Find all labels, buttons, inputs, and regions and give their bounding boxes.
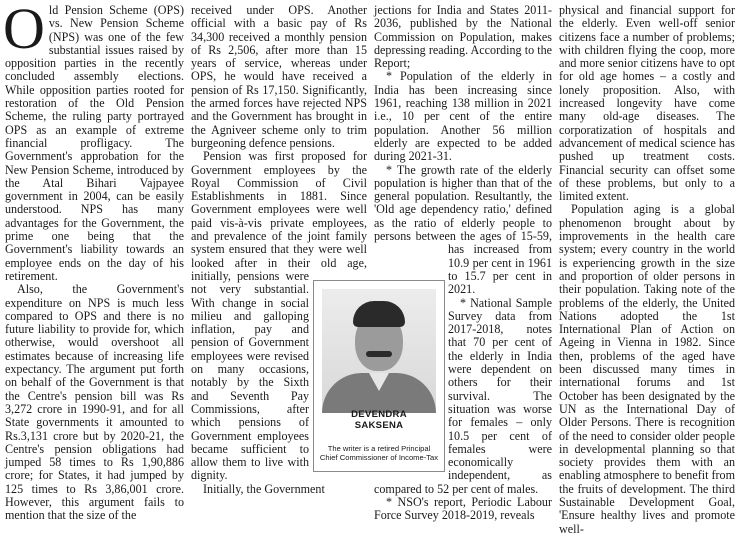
bullet-paragraph: * National Sample Survey data from 2017-2018, notes that 70 per cent of the elderly in India were dependent on others for their survival. The situation was worse for females – only 10.5 per cent of females were economically independent, as compared to 52 per cent of males.: [374, 295, 552, 496]
author-box: [313, 280, 445, 472]
author-name: [314, 409, 444, 431]
author-caption: The writer is a retired Principal Chief Commissioner of Income-Tax: [319, 444, 439, 462]
author-photo: [322, 289, 436, 409]
article-paragraph: received under OPS. Another official with a basic pay of Rs 34,300 received a monthly pension of Rs 2,506, after more than 15 years of service, whereas under OPS, he would have received a pension of Rs 17,150. Significantly, the armed forces have rejected NPS and the Government has brought in the Agniveer scheme only to trim burgeoning defence pensions.: [191, 3, 367, 150]
bullet-paragraph: * NSO's report, Periodic Labour Force Survey 2018-2019, reveals: [374, 494, 552, 523]
author-first-name: DEVENDRA: [351, 409, 407, 420]
bullet-paragraph: * Population of the elderly in India has been increasing since 1961, reaching 138 million in 2021 i.e., 10 per cent of the entire population. Another 56 million elderly are expected to be added during 2021-31.: [374, 69, 552, 164]
article-column-4: [559, 3, 735, 536]
article-paragraph: physical and financial support for the elderly. Even well-off senior citizens face a number of problems; with children flying the coop, more and more senior citizens have to opt for old age homes – a costly and lonely proposition. Also, with increased longevity have come many old-age diseases. The corporatization of hospitals and advancement of medical science has pushed up treatment costs. Financial security can offset some of these problems, but only to a limited extent.: [559, 3, 735, 204]
article-paragraph: Population aging is a global phenomenon brought about by improvements in the health care system; every country in the world is experiencing growth in the size and proportion of older persons in their population. Taking note of the problems of the elderly, the United Nations adopted the 1st International Plan of Action on Ageing in Vienna in 1982. Since then, problems of the aged have been discussed many times in international forums and 1st October has been designated by the UN as the International Day of Older Persons. There is recognition of the need to consider older people in developmental planning so that society provides them with an enabling atmosphere to benefit from the fruits of development. The third Sustainable Development Goal, 'Ensure healthy lives and promote well-: [559, 202, 735, 536]
article-paragraph: ld Pension Scheme (OPS) vs. New Pension Scheme (NPS) was one of the few substantial issues raised by opposition parties in the recently concluded assembly elections. While opposition parties rooted for restoration of the Old Pension Scheme, the ruling party portrayed OPS as an example of extreme financial profligacy. The Government's approbation for the New Pension Scheme, introduced by the Atal Bihari Vajpayee government in 2004, can be easily understood. NPS has many advantages for the Government, the prime one being that the Government's liability towards an employee ends on the day of his retirement.: [5, 3, 184, 283]
article-paragraph: Initially, the Government: [203, 481, 325, 496]
article-paragraph: Pension was first proposed for Government employees by the Royal Commission of Civil Establishments in 1881. Since Government employees were well paid vis-à-vis private employees, and prevalence of the joint family system ensured that they were well looked after in their old age, initially, pensions were not very substantial. With change in social milieu and galloping inflation, pay and pension of Government employees were revised on many occasions, notably by the Sixth and Seventh Pay Commissions, after which pensions of Government employees became sufficient to allow them to live with dignity.: [191, 149, 367, 483]
article-paragraph: Also, the Government's expenditure on NPS is much less compared to OPS and there is no future liability to provide for, which otherwise, would overshoot all estimates because of increasing life expectancy. The argument put forth on behalf of the Government is that the Centre's pension bill was Rs 3,272 crore in 1990-91, and for all State governments it amounted to Rs.3,131 crore but by 2020-21, the Centre's pension obligations had jumped 58 times to Rs 1,90,886 crore; for States, it had jumped by 125 times to Rs 3,86,001 crore. However, this argument fails to mention that the size of the: [5, 282, 184, 523]
bullet-paragraph: * The growth rate of the elderly population is higher than that of the general population. Resultantly, the 'Old age dependency ratio,' defined as the ratio of elderly people to persons between the ages of 15-59, has increased from 10.9 per cent in 1961 to 15.7 per cent in 2021.: [374, 162, 552, 297]
author-last-name: SAKSENA: [354, 420, 404, 431]
article-column-1: [3, 0, 184, 524]
article-paragraph: jections for India and States 2011-2036, published by the National Commission on Population, makes depressing reading. According to the Report;: [374, 3, 552, 71]
drop-cap: O: [3, 0, 45, 61]
